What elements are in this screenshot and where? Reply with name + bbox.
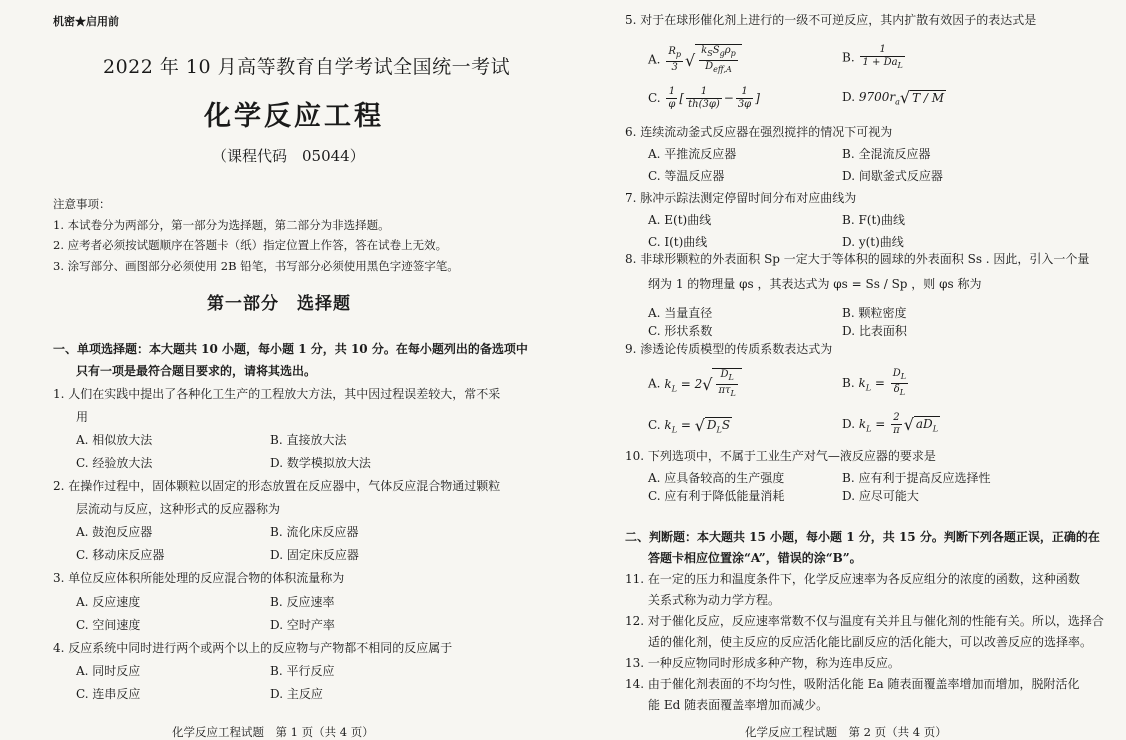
section2-heading-cont: 答题卡相应位置涂“A”，错误的涂“B”。 [648,551,862,565]
q2-option-d: D. 固定床反应器 [270,548,359,562]
q7-option-c: C. I(t)曲线 [648,235,708,249]
q9-formula-c: $k_L$ = √ $D_LS$ [664,416,731,435]
q2-option-c: C. 移动床反应器 [76,548,165,562]
q5-option-d-label: D. [842,90,856,104]
question-8: 8. 非球形颗粒的外表面积 Sp 一定大于等体积的圆球的外表面积 Ss . 因此，引入一个量 [625,252,1090,266]
question-7: 7. 脉冲示踪法测定停留时间分布对应曲线为 [625,191,857,205]
question-12-cont: 适的催化剂，使主反应的反应活化能比副反应的活化能大，可以改善反应的选择率。 [648,635,1093,649]
q9-option-b-label: B. [842,376,855,390]
q3-option-c: C. 空间速度 [76,618,141,632]
q2-option-b: B. 流化床反应器 [270,525,359,539]
q5-option-a-label: A. [648,52,661,67]
question-6: 6. 连续流动釜式反应器在强烈搅拌的情况下可视为 [625,125,893,139]
q4-option-a: A. 同时反应 [76,664,141,678]
q9-option-d [842,412,940,437]
q4-option-c: C. 连串反应 [76,687,141,701]
section1-heading-cont: 只有一项是最符合题目要求的，请将其选出。 [76,364,317,378]
part1-title: 第一部分 选择题 [207,294,351,314]
q10-option-a: A. 应具备较高的生产强度 [648,471,785,485]
question-2-cont: 层流动与反应，这种形式的反应器称为 [76,502,281,516]
q5-option-c [648,86,760,111]
q3-option-b: B. 反应速率 [270,595,335,609]
q7-option-b: B. F(t)曲线 [842,213,905,227]
question-1: 1. 人们在实践中提出了各种化工生产的工程放大方法，其中因过程误差较大，常不采 [53,387,501,401]
section2-heading: 二、判断题：本大题共 15 小题，每小题 1 分，共 15 分。判断下列各题正误，正确的在 [625,530,1100,544]
q5-option-d [842,88,946,107]
question-14-cont: 能 Ed 随表面覆盖率增加而减少。 [648,698,829,712]
question-8-cont: 纲为 1 的物理量 φs ，其表达式为 φs = Ss / Sp ，则 φs 称为 [648,277,982,291]
q5-option-c-label: C. [648,91,661,105]
q8-option-a: A. 当量直径 [648,306,713,320]
question-10: 10. 下列选项中，不属于工业生产对气—液反应器的要求是 [625,449,936,463]
q1-option-a: A. 相似放大法 [76,433,153,447]
q7-option-d: D. y(t)曲线 [842,235,904,249]
q5-option-a [648,44,742,76]
q6-option-b: B. 全混流反应器 [842,147,931,161]
q4-option-d: D. 主反应 [270,687,323,701]
subject-title: 化学反应工程 [204,101,384,132]
question-3: 3. 单位反应体积所能处理的反应混合物的体积流量称为 [53,571,345,585]
q3-option-d: D. 空时产率 [270,618,335,632]
q5-formula-a: $\frac{R_p}{3}$ √ $\frac{k_SS_g\rho_p}{D_{eff,A}}$ [664,53,741,67]
q5-option-b [842,44,907,72]
q9-option-b [842,368,910,399]
q1-option-d: D. 数学模拟放大法 [270,456,371,470]
question-5: 5. 对于在球形催化剂上进行的一级不可逆反应，其内扩散有效因子的表达式是 [625,13,1037,27]
q5-formula-d: $9700r_a√$ T / M [858,88,945,107]
q9-option-a [648,368,742,400]
q9-option-d-label: D. [842,417,856,431]
q9-formula-d: $k_L$ = $\frac{2}{\pi}$ √ $aD_L$ [858,412,938,436]
q6-option-a: A. 平推流反应器 [648,147,737,161]
q9-formula-b: $k_L$ = $\frac{D_L}{\delta_L}$ [858,368,907,397]
question-14: 14. 由于催化剂表面的不均匀性，吸附活化能 Ea 随表面覆盖率增加而增加，脱附活化 [625,677,1080,691]
question-1-cont: 用 [76,410,89,424]
q8-option-c: C. 形状系数 [648,324,713,338]
q6-option-d: D. 间歇釜式反应器 [842,169,943,183]
note-1: 1. 本试卷分为两部分，第一部分为选择题，第二部分为非选择题。 [53,218,390,232]
exam-title: 2022 年 10 月高等教育自学考试全国统一考试 [103,56,511,78]
q6-option-c: C. 等温反应器 [648,169,725,183]
q2-option-a: A. 鼓泡反应器 [76,525,153,539]
right-page [563,0,1126,738]
q8-option-b: B. 颗粒密度 [842,306,907,320]
q5-formula-c: $\frac{1}{\varphi}$ [ $\frac{1}{th(3\varphi)}$ − $\frac{1}{3\varphi}$ ] [668,86,760,110]
q3-option-a: A. 反应速度 [76,595,141,609]
q10-option-b: B. 应有利于提高反应选择性 [842,471,991,485]
q4-option-b: B. 平行反应 [270,664,335,678]
notes-title: 注意事项： [53,197,111,211]
section1-heading: 一、单项选择题：本大题共 10 小题，每小题 1 分，共 10 分。在每小题列出的备选项中 [53,342,528,356]
q5-formula-b: $\frac{1}{1 + Da_L}$ [862,44,903,70]
q1-option-c: C. 经验放大法 [76,456,153,470]
q1-option-b: B. 直接放大法 [270,433,347,447]
question-2: 2. 在操作过程中，固体颗粒以固定的形态放置在反应器中，气体反应混合物通过颗粒 [53,479,501,493]
question-11: 11. 在一定的压力和温度条件下，化学反应速率为各反应组分的浓度的函数，这种函数 [625,572,1080,586]
question-13: 13. 一种反应物同时形成多种产物，称为连串反应。 [625,656,900,670]
q9-option-c [648,416,732,435]
q7-option-a: A. E(t)曲线 [648,213,712,227]
q9-option-a-label: A. [648,376,661,391]
q9-formula-a: $k_L = 2√$ $\frac{D_L}{\pi\tau_L}$ [664,377,742,391]
note-3: 3. 涂写部分、画图部分必须使用 2B 铅笔，书写部分必须使用黑色字迹签字笔。 [53,259,459,273]
question-4: 4. 反应系统中同时进行两个或两个以上的反应物与产物都不相同的反应属于 [53,641,453,655]
left-page [0,0,560,738]
q9-option-c-label: C. [648,418,661,432]
page-footer-right: 化学反应工程试题 第 2 页（共 4 页） [745,725,947,739]
q5-option-b-label: B. [842,50,855,65]
course-code: （课程代码 05044） [212,147,365,165]
question-11-cont: 关系式称为动力学方程。 [648,593,781,607]
confidential-label: 机密★启用前 [53,15,119,28]
note-2: 2. 应考者必须按试题顺序在答题卡（纸）指定位置上作答，答在试卷上无效。 [53,238,448,252]
q10-option-d: D. 应尽可能大 [842,489,919,503]
question-9: 9. 渗透论传质模型的传质系数表达式为 [625,342,833,356]
question-12: 12. 对于催化反应，反应速率常数不仅与温度有关并且与催化剂的性能有关。所以，选择合 [625,614,1104,628]
page-footer: 化学反应工程试题 第 1 页（共 4 页） [172,725,374,739]
q10-option-c: C. 应有利于降低能量消耗 [648,489,785,503]
q8-option-d: D. 比表面积 [842,324,907,338]
